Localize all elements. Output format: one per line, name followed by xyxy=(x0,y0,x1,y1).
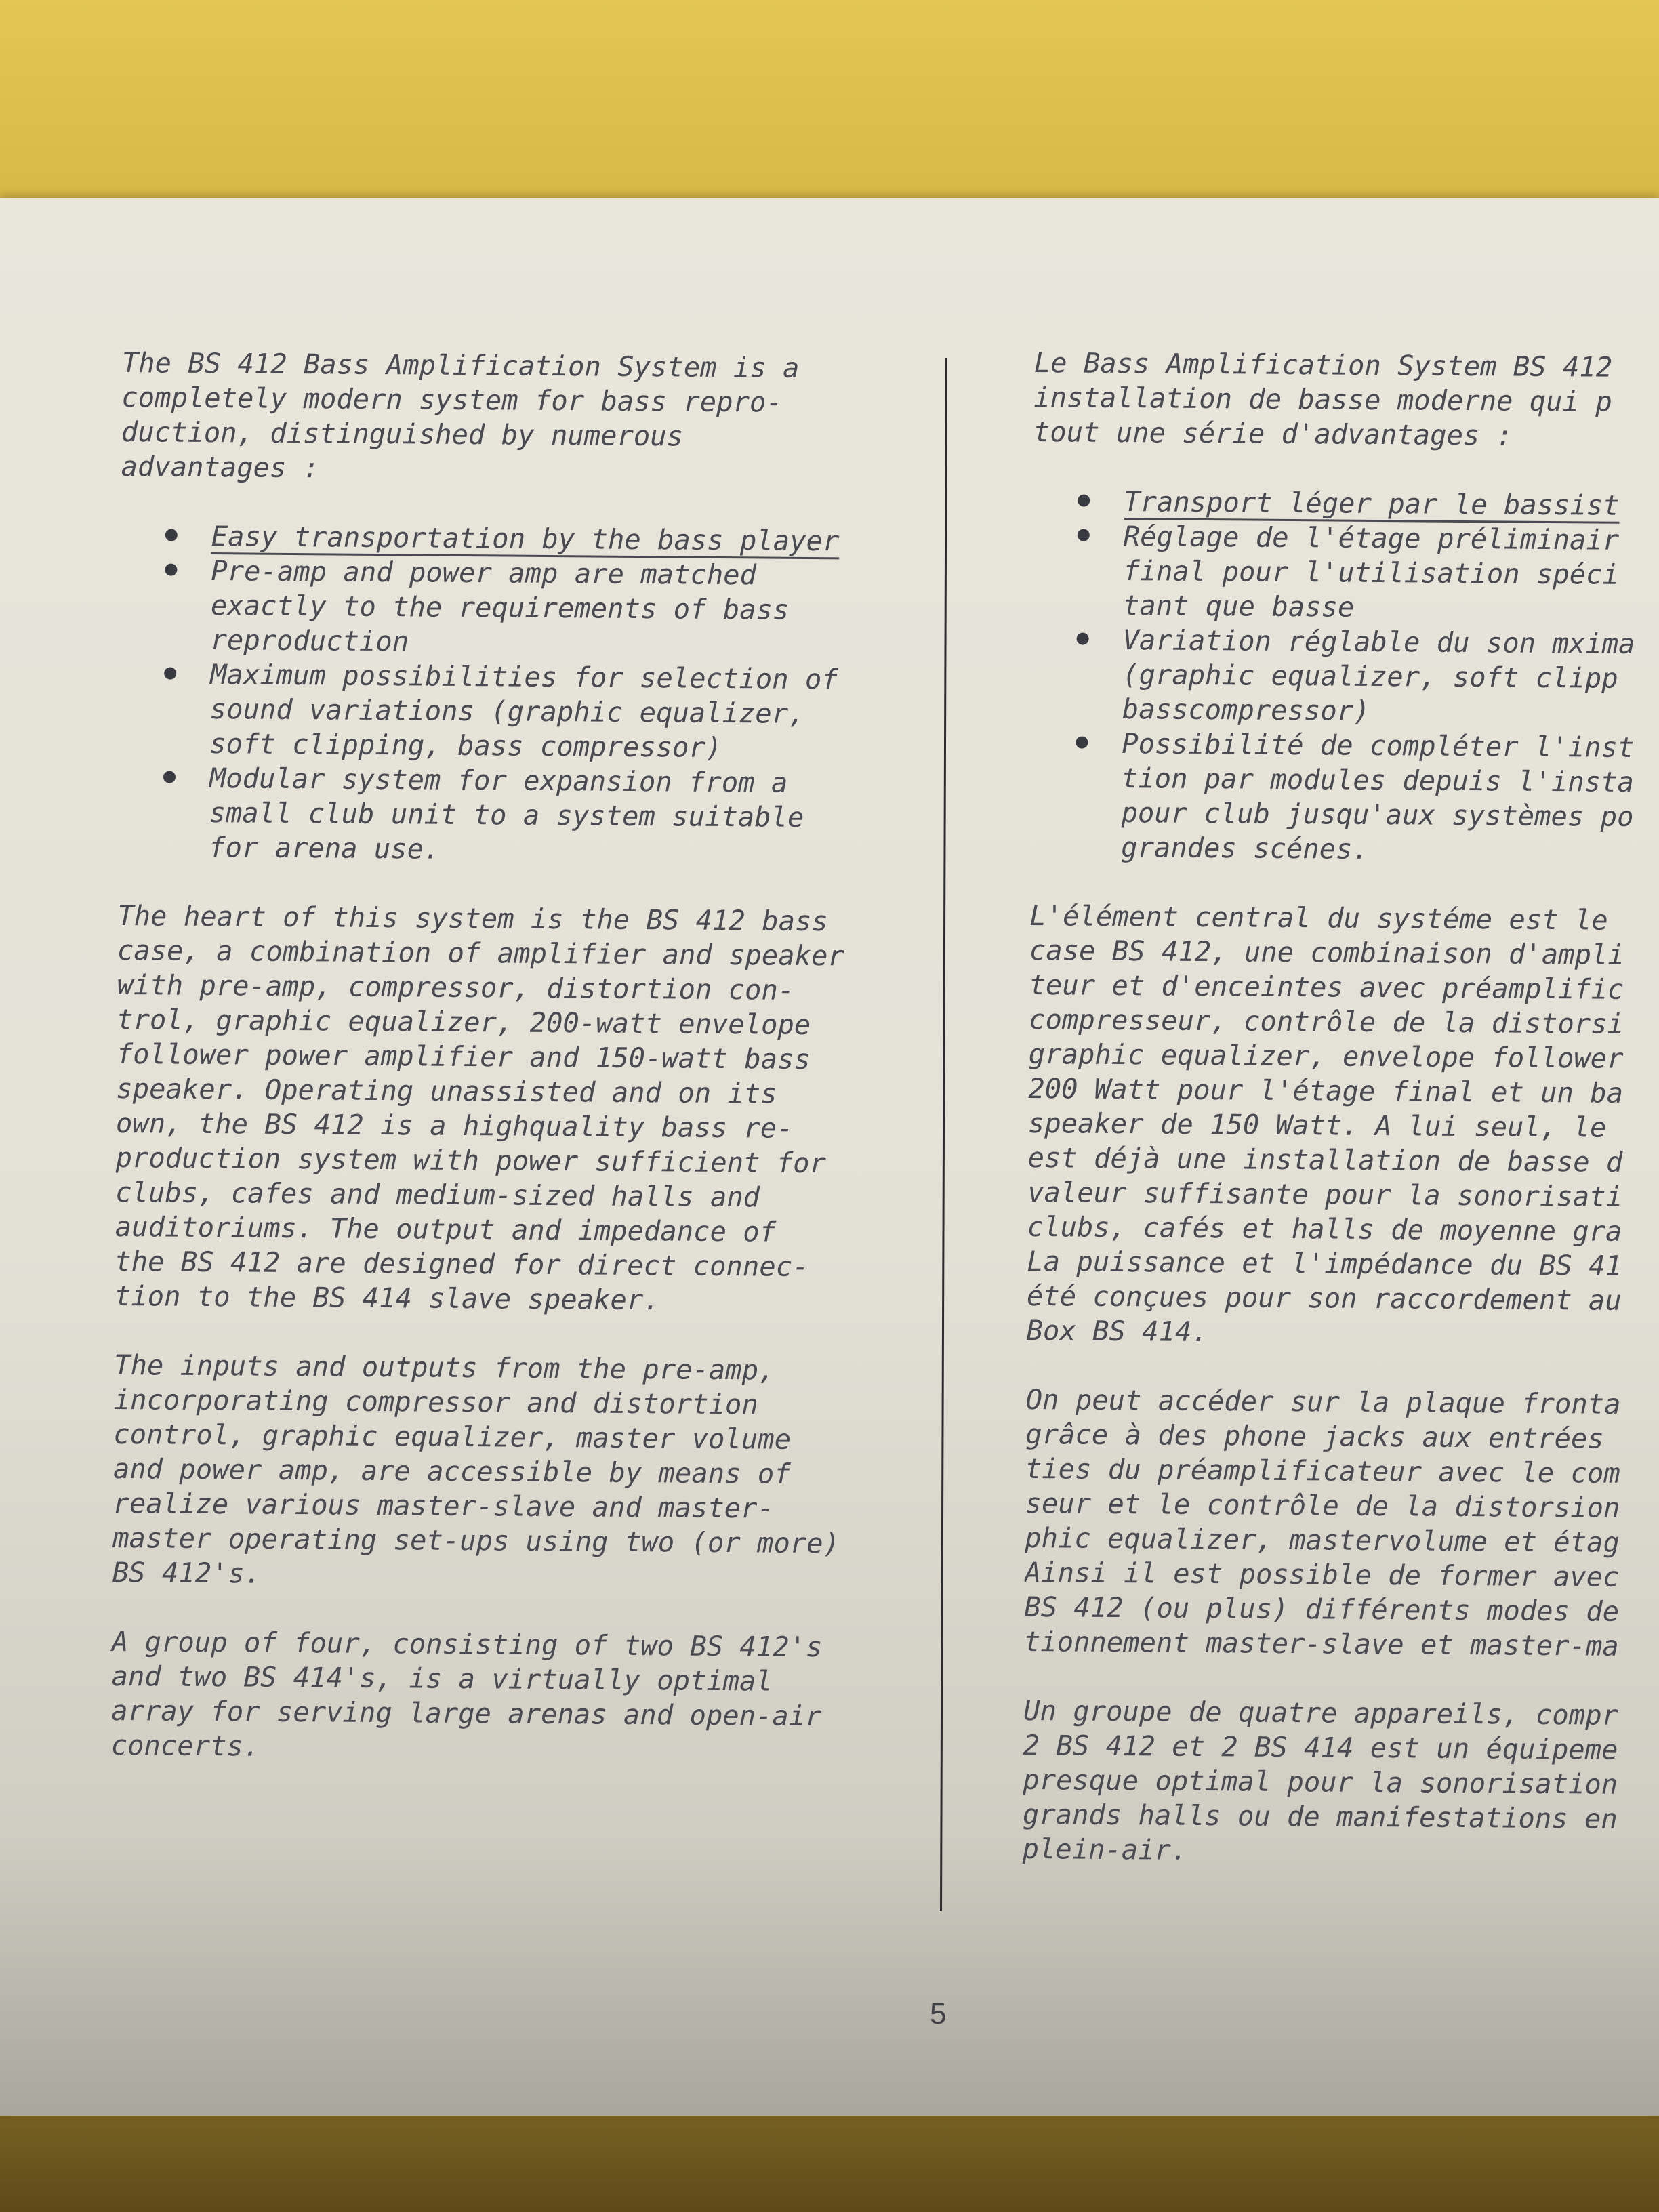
english-advantages-list xyxy=(118,518,947,871)
list-item xyxy=(119,553,947,663)
english-intro: The BS 412 Bass Amplification System is a completely modern system for bass repro- duction, distinguished by numerous advantages : xyxy=(121,346,800,485)
bullet-icon xyxy=(163,771,176,783)
bullet-text: Possibilité de compléter l'inst tion par modules depuis l'insta pour club jusqu'aux systèmes po grandes scénes. xyxy=(1121,727,1635,865)
french-intro: Le Bass Amplification System BS 412 installation de basse moderne qui p tout une série d'advantages : xyxy=(1033,346,1613,452)
english-paragraph-inputs: The inputs and outputs from the pre-amp, incorporating compressor and distortion control, graphic equalizer, master volume and power amp, are accessible by means of realize various master-slave and master- master operating set-ups using two (or more) BS 412's. xyxy=(112,1348,840,1590)
bullet-icon xyxy=(165,529,178,541)
bullet-text: Maximum possibilities for selection of sound variations (graphic equalizer, soft clipping, bass compressor) xyxy=(209,658,838,764)
list-item xyxy=(118,760,945,871)
list-item xyxy=(1032,518,1658,627)
bullet-text: Easy transportation by the bass player xyxy=(211,520,840,558)
english-paragraph-group: A group of four, consisting of two BS 412's and two BS 414's, is a virtually optimal array for serving large arenas and open-air concerts. xyxy=(110,1624,823,1763)
english-paragraph-heart: The heart of this system is the BS 412 bass case, a combination of amplifier and speaker with pre-amp, compressor, distortion con- trol, graphic equalizer, 200-watt envelope follower power amplifier and 150-watt bass speaker. Operating unassisted and on its own, the BS 412 is a highquality bass re- production system with power sufficient for clubs, cafes and medium-sized halls and auditoriums. The output and impedance of the BS 412 are designed for direct connec- tion to the BS 414 slave speaker. xyxy=(114,899,845,1317)
bullet-icon xyxy=(1077,633,1089,645)
list-item xyxy=(119,657,946,767)
list-item xyxy=(1030,726,1656,869)
bullet-icon xyxy=(1078,495,1090,507)
french-paragraph-access: On peut accéder sur la plaque fronta grâce à des phone jacks aux entrées ties du préamplificateur avec le com seur et le contrôle de la distorsion phic equalizer, mastervolume et étag Ainsi il est possible de former avec BS 412 (ou plus) différents modes de tionnement master-slave et master-ma xyxy=(1023,1382,1621,1662)
french-paragraph-group: Un groupe de quatre appareils, compr 2 BS 412 et 2 BS 414 est un équipeme presque optimal pour la sonorisation grands halls ou de manifestations en plein-air. xyxy=(1022,1694,1619,1866)
table-surface xyxy=(0,2101,1659,2212)
bullet-text: Variation réglable du son mxima (graphic equalizer, soft clipp basscompressor) xyxy=(1122,623,1635,727)
manual-page xyxy=(0,198,1659,2116)
list-item xyxy=(1031,622,1657,731)
bullet-icon xyxy=(164,668,176,680)
french-paragraph-central: L'élément central du systéme est le case BS 412, une combinaison d'ampli teur et d'enceintes avec préamplific compresseur, contrôle de la distorsi graphic equalizer, envelope follower 200 Watt pour l'étage final et un ba speaker de 150 Watt. A lui seul, le est déjà une installation de basse d valeur suffisante pour la sonorisati clubs, cafés et halls de moyenne gra La puissance et l'impédance du BS 41 été conçues pour son raccordement au Box BS 414. xyxy=(1026,899,1624,1349)
english-column xyxy=(111,346,949,1769)
french-column xyxy=(1022,346,1659,1871)
bullet-text: Modular system for expansion from a small club unit to a system suitable for arena use. xyxy=(209,762,804,865)
bullet-icon xyxy=(165,564,177,576)
bullet-text: Réglage de l'étage préliminair final pour l'utilisation spéci tant que basse xyxy=(1122,520,1620,623)
bullet-icon xyxy=(1078,529,1090,541)
bullet-text: Transport léger par le bassist xyxy=(1124,485,1620,522)
page-number: 5 xyxy=(930,1997,947,2030)
bullet-icon xyxy=(1076,737,1088,749)
bullet-text: Pre-amp and power amp are matched exactly to the requirements of bass reproduction xyxy=(210,554,790,658)
french-advantages-list xyxy=(1030,484,1658,869)
list-item xyxy=(1033,484,1658,523)
